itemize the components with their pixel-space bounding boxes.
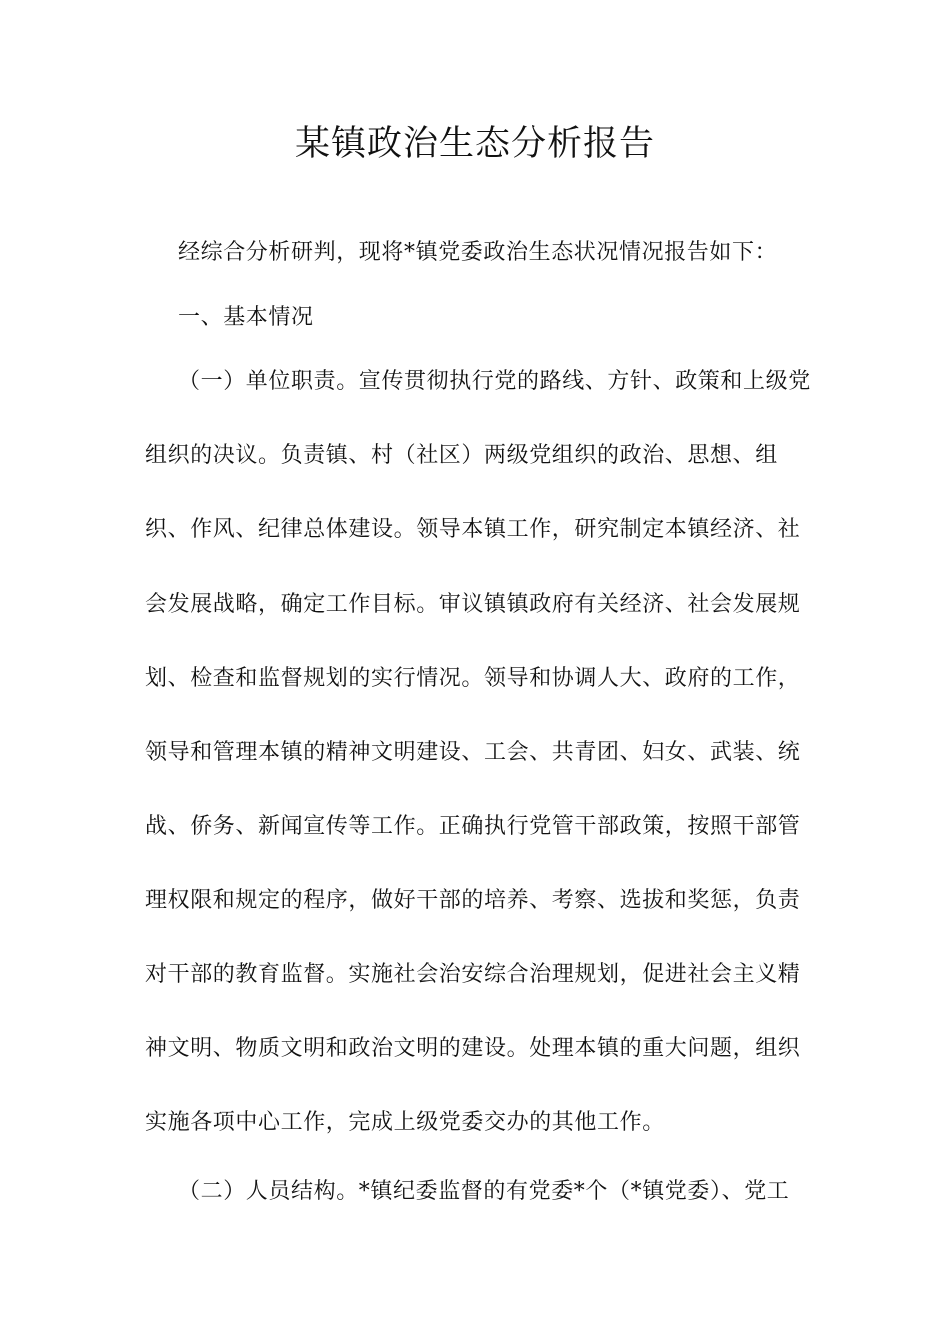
paragraph-line: 战、侨务、新闻宣传等工作。正确执行党管干部政策，按照干部管 — [145, 814, 801, 839]
paragraph-line: 领导和管理本镇的精神文明建设、工会、共青团、妇女、武装、统 — [145, 740, 801, 765]
paragraph-line: 实施各项中心工作，完成上级党委交办的其他工作。 — [145, 1110, 665, 1135]
document-title: 某镇政治生态分析报告 — [294, 124, 655, 164]
paragraph-line: 组织的决议。负责镇、村（社区）两级党组织的政治、思想、组 — [145, 443, 778, 468]
paragraph-line: （二）人员结构。*镇纪委监督的有党委*个（*镇党委）、党工 — [178, 1179, 790, 1204]
paragraph-line: 神文明、物质文明和政治文明的建设。处理本镇的重大问题，组织 — [145, 1036, 801, 1061]
section-heading-basic-situation: 一、基本情况 — [178, 305, 314, 330]
paragraph-line: （一）单位职责。宣传贯彻执行党的路线、方针、政策和上级党 — [178, 369, 811, 394]
paragraph-line: 织、作风、纪律总体建设。领导本镇工作，研究制定本镇经济、社 — [145, 517, 801, 542]
paragraph-line: 理权限和规定的程序，做好干部的培养、考察、选拔和奖惩，负责 — [145, 888, 801, 913]
paragraph-line: 会发展战略，确定工作目标。审议镇镇政府有关经济、社会发展规 — [145, 592, 801, 617]
paragraph-line: 划、检查和监督规划的实行情况。领导和协调人大、政府的工作， — [145, 666, 801, 691]
paragraph-line: 对干部的教育监督。实施社会治安综合治理规划，促进社会主义精 — [145, 962, 801, 987]
intro-paragraph: 经综合分析研判，现将*镇党委政治生态状况情况报告如下： — [178, 240, 778, 265]
